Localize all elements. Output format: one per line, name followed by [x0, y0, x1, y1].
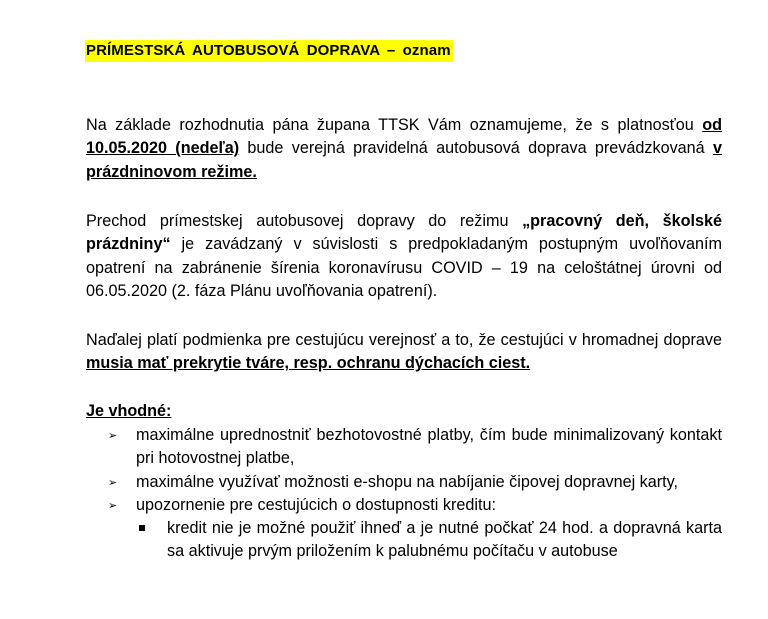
paragraph-transition: [86, 210, 722, 303]
arrow-bullet-icon: ➢: [108, 429, 118, 442]
list-item-text: maximálne uprednostniť bezhotovostné platby, čím bude minimalizovaný kontakt pri hotovostnej platbe,: [136, 426, 722, 468]
paragraph-text: bude verejná pravidelná autobusová doprava prevádzkovaná: [239, 139, 713, 158]
regime-name: „pracovný deň, školské prázdniny“: [86, 212, 722, 254]
face-covering-requirement: musia mať prekrytie tváre, resp. ochranu dýchacích ciest.: [86, 354, 531, 373]
paragraph-text: je zavádzaný v súvislosti s predpokladaným postupným uvoľňovaním opatrení na zabránenie šírenia koronavírusu COVID – 19 na celoštátnej úrovni od 06.05.2020 (2. fáza Plánu uvoľňovania opatrení).: [86, 235, 722, 300]
paragraph-face-covering: [86, 329, 722, 376]
list-item: [108, 494, 722, 564]
paragraph-text: Prechod prímestskej autobusovej dopravy do režimu: [86, 212, 523, 230]
paragraph-text: Naďalej platí podmienka pre cestujúcu verejnosť a to, že cestujúci v hromadnej doprave: [86, 331, 722, 349]
credit-sublist: [136, 517, 722, 564]
effective-date: od 10.05.2020 (nedeľa): [86, 116, 722, 158]
list-item-text: maximálne využívať možnosti e-shopu na nabíjanie čipovej dopravnej karty,: [136, 472, 679, 491]
square-bullet-icon: [139, 525, 145, 531]
list-item: [108, 424, 722, 471]
arrow-bullet-icon: ➢: [108, 475, 118, 489]
list-item: [108, 471, 722, 494]
list-item: [136, 517, 722, 564]
recommendations-heading: Je vhodné:: [86, 402, 172, 420]
notice-title: PRÍMESTSKÁ AUTOBUSOVÁ DOPRAVA – oznam: [85, 40, 453, 62]
recommendations-list: [108, 424, 722, 564]
arrow-bullet-icon: ➢: [108, 498, 118, 512]
holiday-mode: v prázdninovom režime.: [86, 139, 722, 181]
paragraph-schedule-change: [86, 114, 722, 184]
paragraph-text: Na základe rozhodnutia pána župana TTSK Vám oznamujeme, že s platnosťou: [86, 116, 703, 134]
list-item-text: kredit nie je možné použiť ihneď a je nutné počkať 24 hod. a dopravná karta sa aktivuje prvým priložením k palubnému počítaču v autobuse: [167, 519, 722, 561]
list-item-text: upozornenie pre cestujúcich o dostupnosti kreditu:: [136, 495, 496, 514]
